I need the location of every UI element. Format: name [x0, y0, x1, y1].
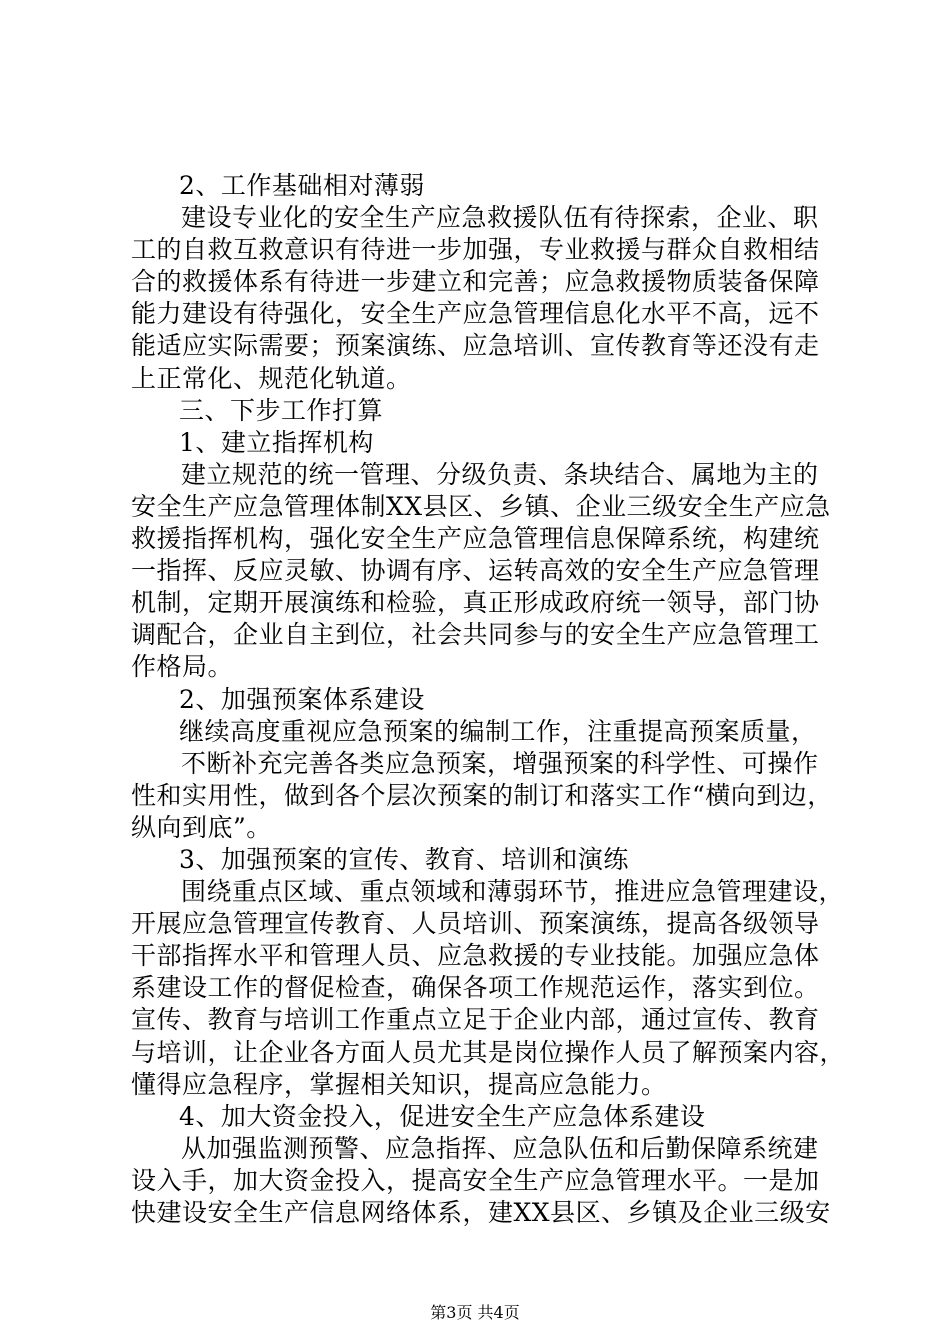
paragraph-line: 救援指挥机构，强化安全生产应急管理信息保障系统，构建统 [131, 524, 820, 554]
paragraph-line: 围绕重点区域、重点领域和薄弱环节，推进应急管理建设， [181, 877, 845, 907]
heading-2-1: 2、工作基础相对薄弱 [179, 171, 425, 200]
paragraph-line: 纵向到底”。 [131, 812, 272, 842]
paragraph-line: 懂得应急程序，掌握相关知识，提高应急能力。 [131, 1069, 667, 1099]
paragraph-line: 从加强监测预警、应急指挥、应急队伍和后勤保障系统建 [181, 1133, 819, 1163]
paragraph-line: 性和实用性，做到各个层次预案的制订和落实工作“横向到边， [131, 780, 833, 810]
heading-3-4: 4、加大资金投入，促进安全生产应急体系建设 [179, 1101, 706, 1131]
paragraph-line: 机制，定期开展演练和检验，真正形成政府统一领导，部门协 [131, 588, 820, 618]
paragraph-line: 能力建设有待强化，安全生产应急管理信息化水平不高，远不 [131, 299, 820, 329]
paragraph-line: 快建设安全生产信息网络体系，建XX县区、乡镇及企业三级安 [131, 1198, 831, 1227]
paragraph-line: 不断补充完善各类应急预案，增强预案的科学性、可操作 [181, 748, 819, 778]
paragraph-line: 系建设工作的督促检查，确保各项工作规范运作，落实到位。 [131, 973, 820, 1003]
paragraph-line: 开展应急管理宣传教育、人员培训、预案演练，提高各级领导 [131, 909, 820, 939]
paragraph-line: 一指挥、反应灵敏、协调有序、运转高效的安全生产应急管理 [131, 556, 820, 586]
paragraph-line: 合的救援体系有待进一步建立和完善；应急救援物质装备保障 [131, 267, 820, 297]
paragraph-line: 调配合，企业自主到位，社会共同参与的安全生产应急管理工 [131, 620, 820, 650]
paragraph-line: 设入手，加大资金投入，提高安全生产应急管理水平。一是加 [131, 1165, 820, 1195]
paragraph-line: 作格局。 [131, 652, 234, 682]
paragraph-line: 上正常化、规范化轨道。 [131, 363, 412, 393]
heading-3-2: 2、加强预案体系建设 [179, 684, 425, 714]
section-heading: 三、下步工作打算 [179, 395, 384, 425]
paragraph-line: 能适应实际需要；预案演练、应急培训、宣传教育等还没有走 [131, 331, 820, 361]
paragraph-line: 安全生产应急管理体制XX县区、乡镇、企业三级安全生产应急 [131, 491, 831, 521]
heading-3-1: 1、建立指挥机构 [179, 427, 374, 457]
paragraph-line: 宣传、教育与培训工作重点立足于企业内部，通过宣传、教育 [131, 1005, 820, 1035]
document-body [131, 170, 846, 1229]
paragraph-line: 工的自救互救意识有待进一步加强，专业救援与群众自救相结 [131, 235, 820, 265]
paragraph-line: 干部指挥水平和管理人员、应急救援的专业技能。加强应急体 [131, 941, 820, 971]
heading-3-3: 3、加强预案的宣传、教育、培训和演练 [179, 844, 629, 874]
paragraph-line: 继续高度重视应急预案的编制工作，注重提高预案质量， [179, 716, 817, 746]
paragraph-line: 建设专业化的安全生产应急救援队伍有待探索，企业、职 [181, 203, 819, 233]
page-footer: 第3页 共4页 [430, 1303, 520, 1322]
paragraph-line: 建立规范的统一管理、分级负责、条块结合、属地为主的 [181, 459, 819, 489]
paragraph-line: 与培训，让企业各方面人员尤其是岗位操作人员了解预案内容， [131, 1037, 846, 1067]
